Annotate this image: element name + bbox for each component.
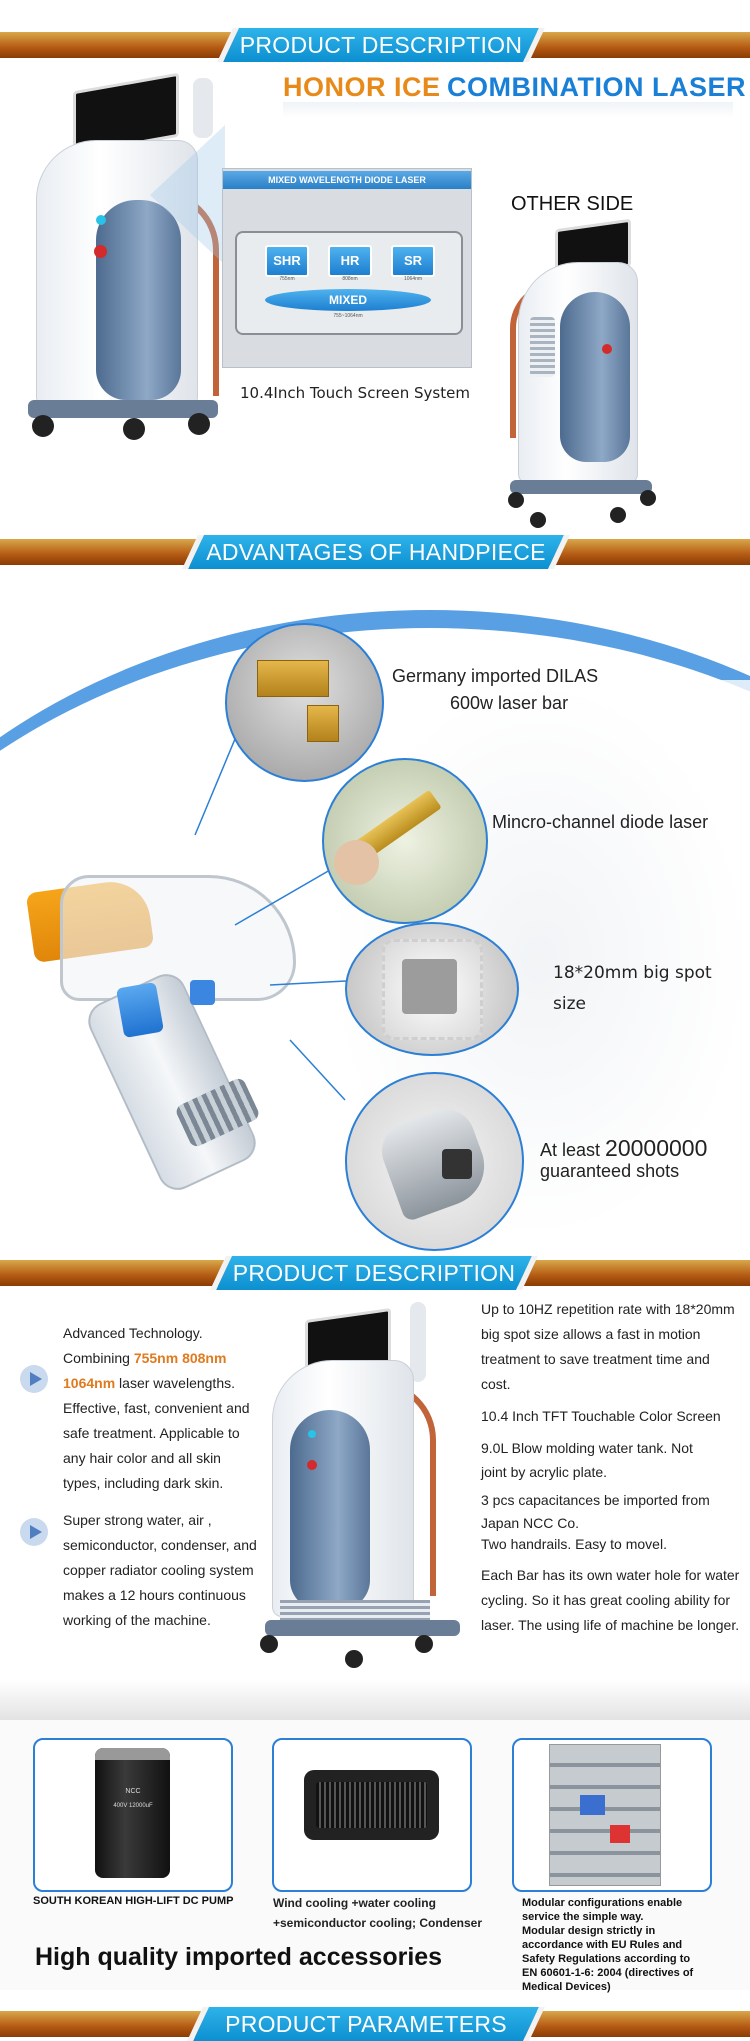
shots-photo <box>345 1072 524 1251</box>
banner-title: PRODUCT DESCRIPTION <box>232 1260 516 1286</box>
desc-left1-g: types, including dark skin. <box>63 1475 224 1491</box>
feature-shots-guaranteed: guaranteed shots <box>540 1161 680 1181</box>
spot-size-photo <box>345 922 519 1056</box>
mode-button-mixed[interactable]: MIXED <box>265 289 431 311</box>
feature-shots-number: 20000000 <box>605 1135 708 1161</box>
title-combination-laser: COMBINATION LASER <box>447 72 746 102</box>
laser-bar-photo <box>225 623 384 782</box>
modular-line-e: Safety Regulations according to <box>522 1953 691 1965</box>
desc-right6-a: Each Bar has its own water hole for water <box>481 1567 740 1583</box>
title-honor-ice: HONOR ICE <box>283 72 441 102</box>
accessory-cooling-line1: Wind cooling +water cooling <box>273 1896 436 1910</box>
desc-right4-a: 3 pcs capacitances be imported from <box>481 1492 710 1508</box>
modular-line-a: Modular configurations enable <box>522 1897 683 1909</box>
modular-line-f: EN 60601-1-6: 2004 (directives of <box>522 1967 694 1979</box>
screen-panel <box>235 231 463 335</box>
mode-sub-shr: 755nm <box>279 276 295 282</box>
desc-left2-c: copper radiator cooling system <box>63 1562 254 1578</box>
desc-left2-a: Super strong water, air , <box>63 1512 212 1528</box>
desc-right3-a: 9.0L Blow molding water tank. Not <box>481 1440 693 1456</box>
modular-cabinet-photo <box>549 1744 661 1886</box>
accessory-cooling-line2: +semiconductor cooling; Condenser <box>273 1916 483 1930</box>
section-banner-parameters <box>0 2007 750 2041</box>
arrow-bullet-icon <box>20 1365 48 1393</box>
desc-right1-c: treatment to save treatment time and <box>481 1351 710 1367</box>
micro-channel-photo <box>322 758 488 924</box>
section-banner-product-description <box>0 28 750 62</box>
desc-left1-b-line <box>63 1346 226 1371</box>
desc-left1-c-line <box>63 1371 235 1396</box>
radiator-photo <box>304 1770 439 1840</box>
mode-sub-mixed: 755~1064nm <box>333 313 363 319</box>
desc-left1-c: laser wavelengths. <box>115 1375 235 1391</box>
modular-line-b: service the simple way. <box>522 1911 644 1923</box>
desc-left1-a: Advanced Technology. <box>63 1325 203 1341</box>
desc-left1-e: safe treatment. Applicable to <box>63 1425 240 1441</box>
feature-micro-channel: Mincro-channel diode laser <box>492 812 709 832</box>
accessory-modular-text <box>522 1896 693 1994</box>
machine-image-other-side <box>500 222 660 534</box>
accessory-pump-label: SOUTH KOREAN HIGH-LIFT DC PUMP <box>33 1895 234 1907</box>
desc-left1-b: Combining <box>63 1350 134 1366</box>
banner-title: PRODUCT PARAMETERS <box>225 2011 507 2037</box>
desc-right5: Two handrails. Easy to movel. <box>481 1536 667 1552</box>
feature-dilas-line2: 600w laser bar <box>450 693 569 713</box>
title-reflection <box>283 102 733 118</box>
banner-title: PRODUCT DESCRIPTION <box>239 32 523 58</box>
feature-shots-prefix <box>540 1135 707 1162</box>
other-side-label: OTHER SIDE <box>511 193 634 215</box>
touch-screen-zoom <box>222 168 472 368</box>
mode-button-shr[interactable]: SHR <box>265 245 309 277</box>
modular-line-c: Modular design strictly in <box>522 1925 656 1937</box>
mode-button-hr[interactable]: HR <box>328 245 372 277</box>
desc-wavelength-highlight-1: 755nm 808nm <box>133 1350 227 1366</box>
desc-right1-a: Up to 10HZ repetition rate with 18*20mm <box>481 1301 735 1317</box>
mode-sub-hr: 808nm <box>342 276 358 282</box>
desc-right6-b: cycling. So it has great cooling ability for <box>481 1592 731 1608</box>
desc-right1-d: cost. <box>481 1376 511 1392</box>
capacitor-rating: 400V 12000uF <box>113 1803 153 1809</box>
arrow-bullet-icon <box>20 1518 48 1546</box>
desc-left2-d: makes a 12 hours continuous <box>63 1587 246 1603</box>
section-divider <box>0 1680 750 1720</box>
mode-button-sr[interactable]: SR <box>391 245 435 277</box>
accessories-headline: High quality imported accessories <box>35 1943 443 1971</box>
section-banner-product-description-2 <box>0 1256 750 1290</box>
modular-line-g: Medical Devices) <box>522 1981 611 1993</box>
feature-dilas-line1: Germany imported DILAS <box>392 666 599 686</box>
modular-line-d: accordance with EU Rules and <box>522 1939 683 1951</box>
feature-shots-at-least: At least <box>540 1140 606 1160</box>
desc-left1-d: Effective, fast, convenient and <box>63 1400 250 1416</box>
desc-wavelength-highlight-2: 1064nm <box>63 1375 116 1391</box>
capacitor-photo <box>95 1748 170 1878</box>
mode-sub-sr: 1064nm <box>403 276 423 282</box>
section-banner-advantages <box>0 535 750 569</box>
desc-left1-f: any hair color and all skin <box>63 1450 221 1466</box>
accessory-card-pump <box>33 1738 233 1892</box>
feature-spot-size-line2: size <box>553 994 586 1014</box>
desc-right1-b: big spot size allows a fast in motion <box>481 1326 701 1342</box>
desc-left2-b: semiconductor, condenser, and <box>63 1537 257 1553</box>
accessory-card-modular <box>512 1738 712 1892</box>
screen-zoom-beam <box>150 125 225 265</box>
desc-left2-e: working of the machine. <box>63 1612 211 1628</box>
banner-title: ADVANTAGES OF HANDPIECE <box>206 539 546 565</box>
desc-right2: 10.4 Inch TFT Touchable Color Screen <box>481 1408 721 1424</box>
desc-right3-b: joint by acrylic plate. <box>481 1464 608 1480</box>
accessory-card-cooling <box>272 1738 472 1892</box>
desc-right4-b: Japan NCC Co. <box>481 1515 580 1531</box>
touch-screen-caption: 10.4Inch Touch Screen System <box>240 384 470 402</box>
desc-right6-c: laser. The using life of machine be longer. <box>481 1617 740 1633</box>
capacitor-brand: NCC <box>125 1788 141 1795</box>
machine-image-center <box>260 1300 470 1675</box>
feature-spot-size-line1: 18*20mm big spot <box>553 963 712 983</box>
screen-header: MIXED WAVELENGTH DIODE LASER <box>223 171 471 189</box>
